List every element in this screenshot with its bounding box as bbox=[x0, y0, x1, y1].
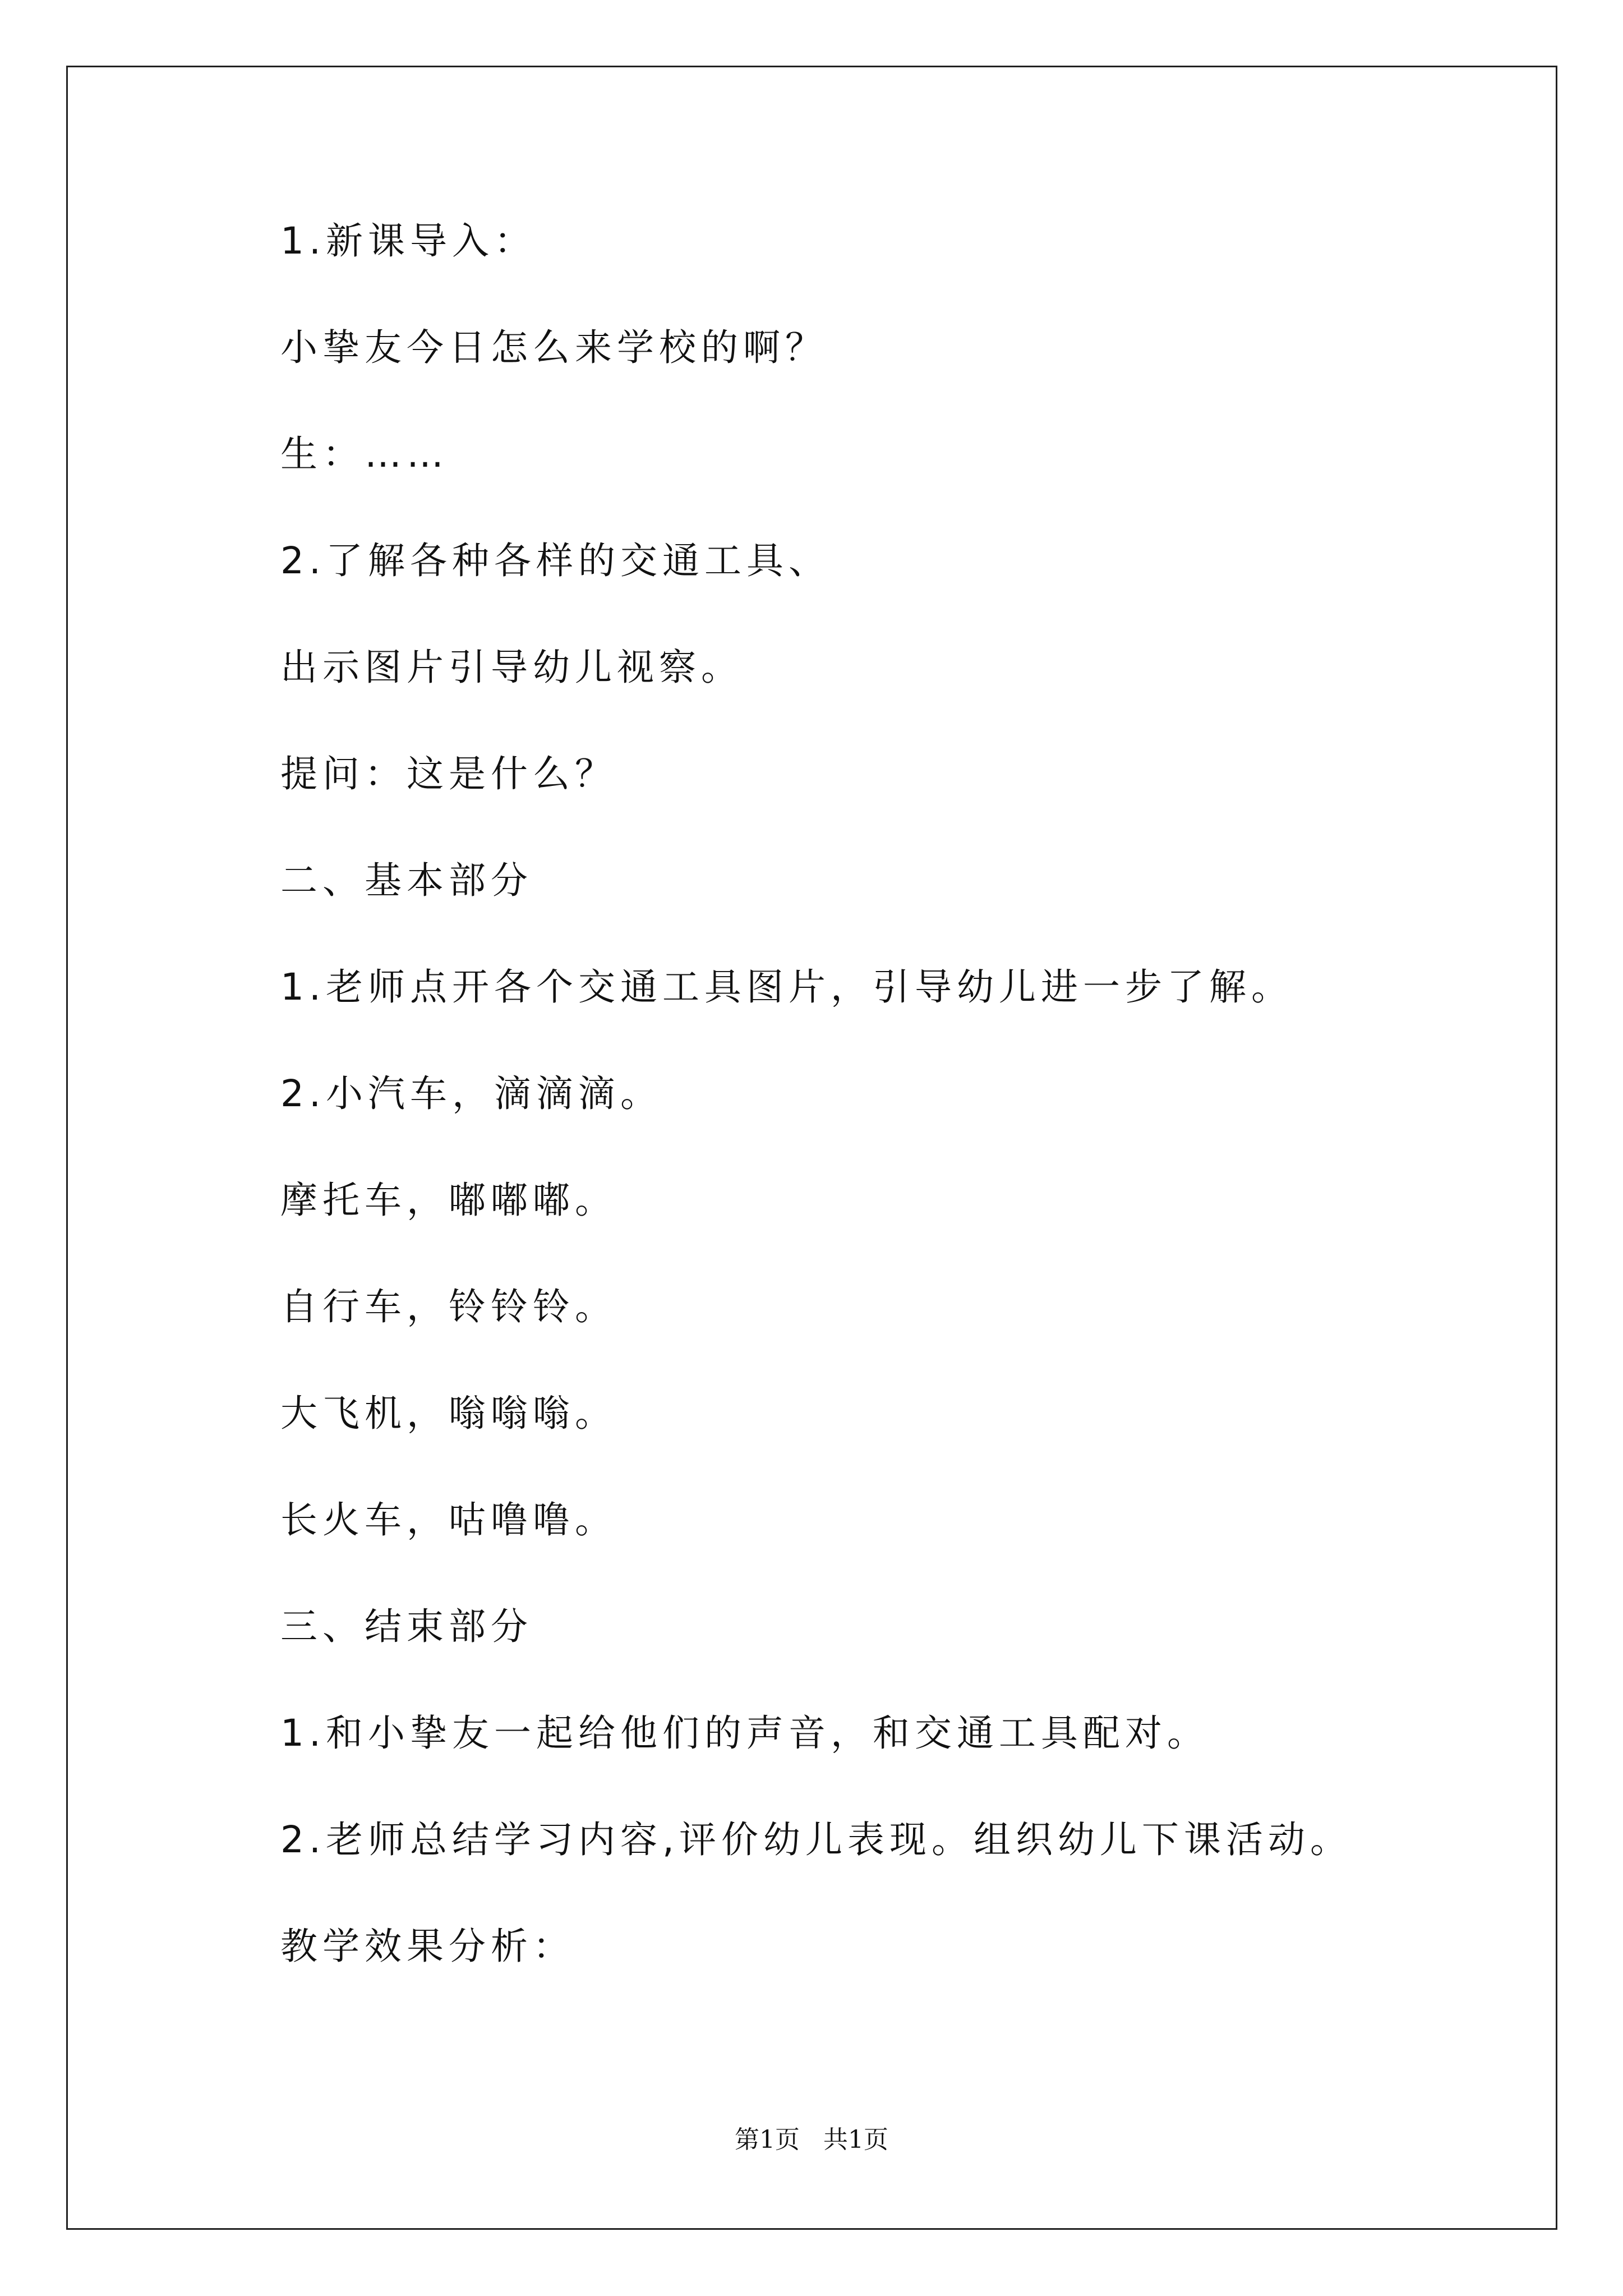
student-answer: 生：…… bbox=[280, 432, 449, 476]
section-heading-basic-part: 二、基本部分 bbox=[280, 859, 533, 902]
paragraph-car: 2.小汽车，滴滴滴。 bbox=[280, 1072, 662, 1115]
teacher-question: 小挚友今日怎么来学校的啊？ bbox=[280, 326, 827, 369]
paragraph-match-sounds: 1.和小挚友一起给他们的声音，和交通工具配对。 bbox=[280, 1711, 1209, 1755]
section-heading-analysis: 教学效果分析： bbox=[280, 1925, 575, 1968]
paragraph-bicycle: 自行车，铃铃铃。 bbox=[280, 1285, 617, 1328]
page-footer bbox=[0, 2124, 1623, 2156]
page-total: 共1页 bbox=[823, 2125, 888, 2154]
section-heading-ending-part: 三、结束部分 bbox=[280, 1605, 533, 1648]
section-heading-vehicles: 2.了解各种各样的交通工具、 bbox=[280, 539, 831, 582]
section-heading-new-lesson: 1.新课导入： bbox=[280, 219, 536, 263]
paragraph-open-pictures: 1.老师点开各个交通工具图片，引导幼儿进一步了解。 bbox=[280, 965, 1293, 1009]
paragraph-airplane: 大飞机，嗡嗡嗡。 bbox=[280, 1392, 617, 1435]
paragraph-question: 提问：这是什么？ bbox=[280, 752, 617, 795]
paragraph-summary: 2.老师总结学习内容,评价幼儿表现。组织幼儿下课活动。 bbox=[280, 1818, 1352, 1861]
paragraph-show-pictures: 出示图片引导幼儿视察。 bbox=[280, 646, 743, 689]
paragraph-motorcycle: 摩托车，嘟嘟嘟。 bbox=[280, 1179, 617, 1222]
paragraph-train: 长火车，咕噜噜。 bbox=[280, 1498, 617, 1542]
document-body bbox=[280, 219, 1514, 2031]
page-number: 第1页 bbox=[735, 2125, 800, 2154]
